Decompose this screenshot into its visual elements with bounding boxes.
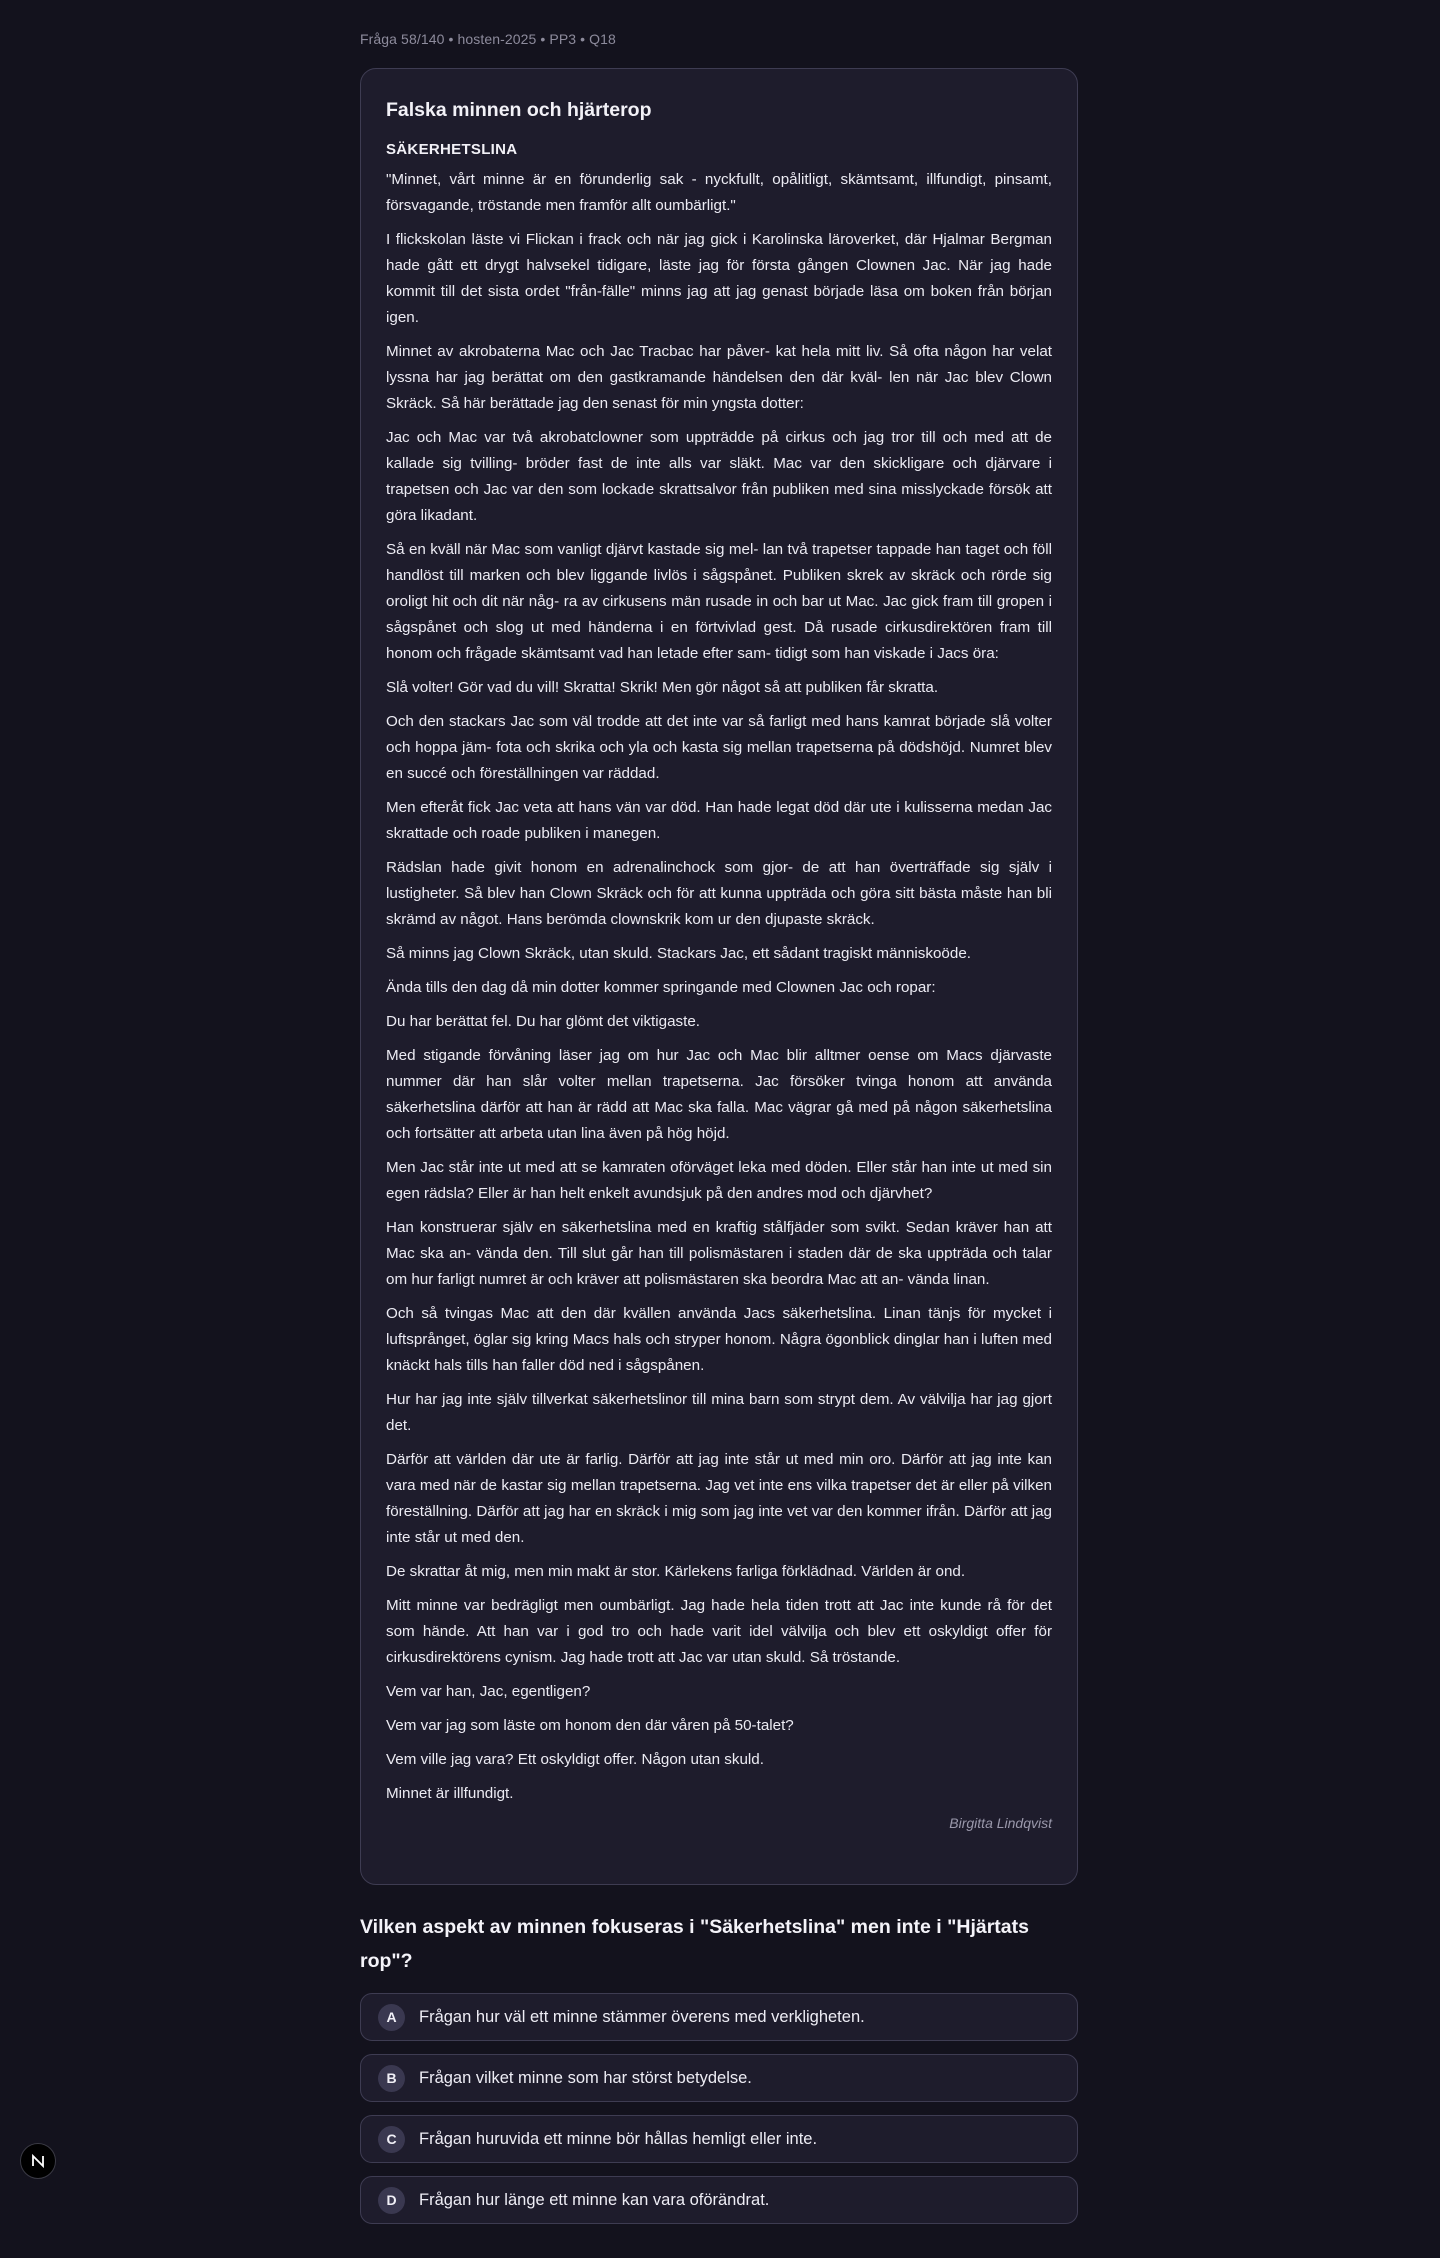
n-logo-icon [30,2153,46,2169]
answer-option-c[interactable] [360,2115,1078,2163]
answer-option-d[interactable] [360,2176,1078,2224]
passage-paragraph: "Minnet, vårt minne är en förunderlig sak - nyckfullt, opålitligt, skämtsamt, illfundigt, pinsamt, försvagande, tröstande men framför allt oumbärligt." [386,171,1052,214]
option-label: Frågan huruvida ett minne bör hållas hemligt eller inte. [419,2129,818,2148]
passage-paragraph: Du har berättat fel. Du har glömt det viktigaste. [386,1013,701,1030]
passage-paragraph: Rädslan hade givit honom en adrenalinchock som gjor- de att han överträffade sig själv i lustigheter. Så blev han Clown Skräck och för att kunna uppträda och göra sitt bästa måste han bli skrämd av något. Hans berömda clownskrik kom ur den djupaste skräck. [386,859,1052,928]
passage-title: Falska minnen och hjärterop [386,99,652,121]
passage-paragraph: Vem var han, Jac, egentligen? [386,1683,591,1700]
passage-paragraph: Han konstruerar själv en säkerhetslina med en kraftig stålfjäder som svikt. Sedan kräver han att Mac ska an- vända den. Till slut går han till polismästaren i staden där de ska uppträda och talar om hur farligt numret är och kräver att polismästaren ska beordra Mac att an- vända linan. [386,1219,1052,1288]
passage-paragraph: I flickskolan läste vi Flickan i frack och när jag gick i Karolinska läroverket, där Hjalmar Bergman hade gått ett drygt halvsekel tidigare, läste jag för första gången Clownen Jac. När jag hade kommit till det sista ordet "från-fälle" minns jag att jag genast började läsa om boken från början igen. [386,231,1052,326]
option-letter-badge: C [378,2126,405,2153]
passage-paragraph: Ända tills den dag då min dotter kommer springande med Clownen Jac och ropar: [386,979,936,996]
passage-paragraph: Så minns jag Clown Skräck, utan skuld. Stackars Jac, ett sådant tragiskt människoöde. [386,945,971,962]
passage-paragraph: Slå volter! Gör vad du vill! Skratta! Skrik! Men gör något så att publiken får skratta. [386,679,939,696]
passage-paragraph: Så en kväll när Mac som vanligt djärvt kastade sig mel- lan två trapetser tappade han taget och föll handlöst till marken och blev liggande livlös i sågspånet. Publiken skrek av skräck och rörde sig oroligt hit och dit när någ- ra av cirkusens män rusade in och bar ut Mac. Jac gick fram till gropen i sågspånet och slog ut med händerna i en förtvivlad gest. Då rusade cirkusdirektören fram till honom och frågade skämtsamt vad han letade efter sam- tidigt som han viskade i Jacs öra: [386,541,1052,662]
passage-section-title: SÄKERHETSLINA [386,141,518,158]
option-letter-badge: D [378,2187,405,2214]
reading-passage-card [360,68,1078,1885]
question-text: Vilken aspekt av minnen fokuseras i "Säkerhetslina" men inte i "Hjärtats rop"? [360,1916,1029,1972]
passage-paragraph: Mitt minne var bedrägligt men oumbärligt. Jag hade hela tiden trott att Jac inte kunde rå för det som hände. Att han var i god tro och hade varit idel välvilja och blev ett oskyldigt offer för cirkusdirektörens cynism. Jag hade trott att Jac var utan skuld. Så tröstande. [386,1597,1052,1666]
passage-paragraph: Vem var jag som läste om honom den där våren på 50-talet? [386,1717,794,1734]
option-letter-badge: A [378,2004,405,2031]
passage-paragraph: Hur har jag inte själv tillverkat säkerhetslinor till mina barn som strypt dem. Av välvilja har jag gjort det. [386,1391,1052,1434]
question-meta: Fråga 58/140 • hosten-2025 • PP3 • Q18 [360,31,616,47]
passage-paragraph: Men efteråt fick Jac veta att hans vän var död. Han hade legat död där ute i kulisserna medan Jac skrattade och roade publiken i manegen. [386,799,1052,842]
passage-paragraph: De skrattar åt mig, men min makt är stor. Kärlekens farliga förklädnad. Världen är ond. [386,1563,966,1580]
answer-option-a[interactable] [360,1993,1078,2041]
option-label: Frågan hur väl ett minne stämmer överens med verkligheten. [419,2007,865,2026]
passage-paragraph: Med stigande förvåning läser jag om hur Jac och Mac blir alltmer oense om Macs djärvaste nummer där han slår volter mellan trapetserna. Jac försöker tvinga honom att använda säkerhetslina därför att han är rädd att Mac ska falla. Mac vägrar gå med på någon säkerhetslina och fortsätter att arbeta utan lina även på hög höjd. [386,1047,1052,1142]
passage-paragraph: Och den stackars Jac som väl trodde att det inte var så farligt med hans kamrat började slå volter och hoppa jäm- fota och skrika och yla och kasta sig mellan trapetserna på dödshöjd. Numret blev en succé och föreställningen var räddad. [386,713,1052,782]
passage-paragraph: Jac och Mac var två akrobatclowner som uppträdde på cirkus och jag tror till och med att de kallade sig tvilling- bröder fast de inte alls var släkt. Mac var den skickligare och djärvare i trapetsen och Jac var den som lockade skrattsalvor från publiken med sina misslyckade försök att göra likadant. [386,429,1052,524]
passage-paragraph: Därför att världen där ute är farlig. Därför att jag inte står ut med min oro. Därför att jag inte kan vara med när de kastar sig mellan trapetserna. Jag vet inte ens vilka trapetser det är eller på vilken föreställning. Därför att jag har en skräck i mig som jag inte vet var den kommer ifrån. Därför att jag inte står ut med den. [386,1451,1052,1546]
passage-paragraph: Vem ville jag vara? Ett oskyldigt offer. Någon utan skuld. [386,1751,764,1768]
answer-options [360,1993,1080,2237]
passage-paragraph: Minnet är illfundigt. [386,1785,514,1802]
app-badge-button[interactable] [20,2143,56,2179]
passage-paragraph: Minnet av akrobaterna Mac och Jac Tracbac har påver- kat hela mitt liv. Så ofta någon har velat lyssna har jag berättat om den gastkramande händelsen den där kväl- len när Jac blev Clown Skräck. Så här berättade jag den senast för min yngsta dotter: [386,343,1052,412]
passage-paragraph: Och så tvingas Mac att den där kvällen använda Jacs säkerhetslina. Linan tänjs för mycket i luftsprånget, öglar sig kring Macs hals och stryper honom. Några ögonblick dinglar han i luften med knäckt hals tills han faller död ned i sågspånen. [386,1305,1052,1374]
option-label: Frågan hur länge ett minne kan vara oförändrat. [419,2190,770,2209]
option-label: Frågan vilket minne som har störst betydelse. [419,2068,752,2087]
answer-option-b[interactable] [360,2054,1078,2102]
passage-author: Birgitta Lindqvist [949,1815,1052,1831]
passage-body [386,167,1052,1807]
option-letter-badge: B [378,2065,405,2092]
passage-paragraph: Men Jac står inte ut med att se kamraten oförväget leka med döden. Eller står han inte ut med sin egen rädsla? Eller är han helt enkelt avundsjuk på den andres mod och djärvhet? [386,1159,1052,1202]
